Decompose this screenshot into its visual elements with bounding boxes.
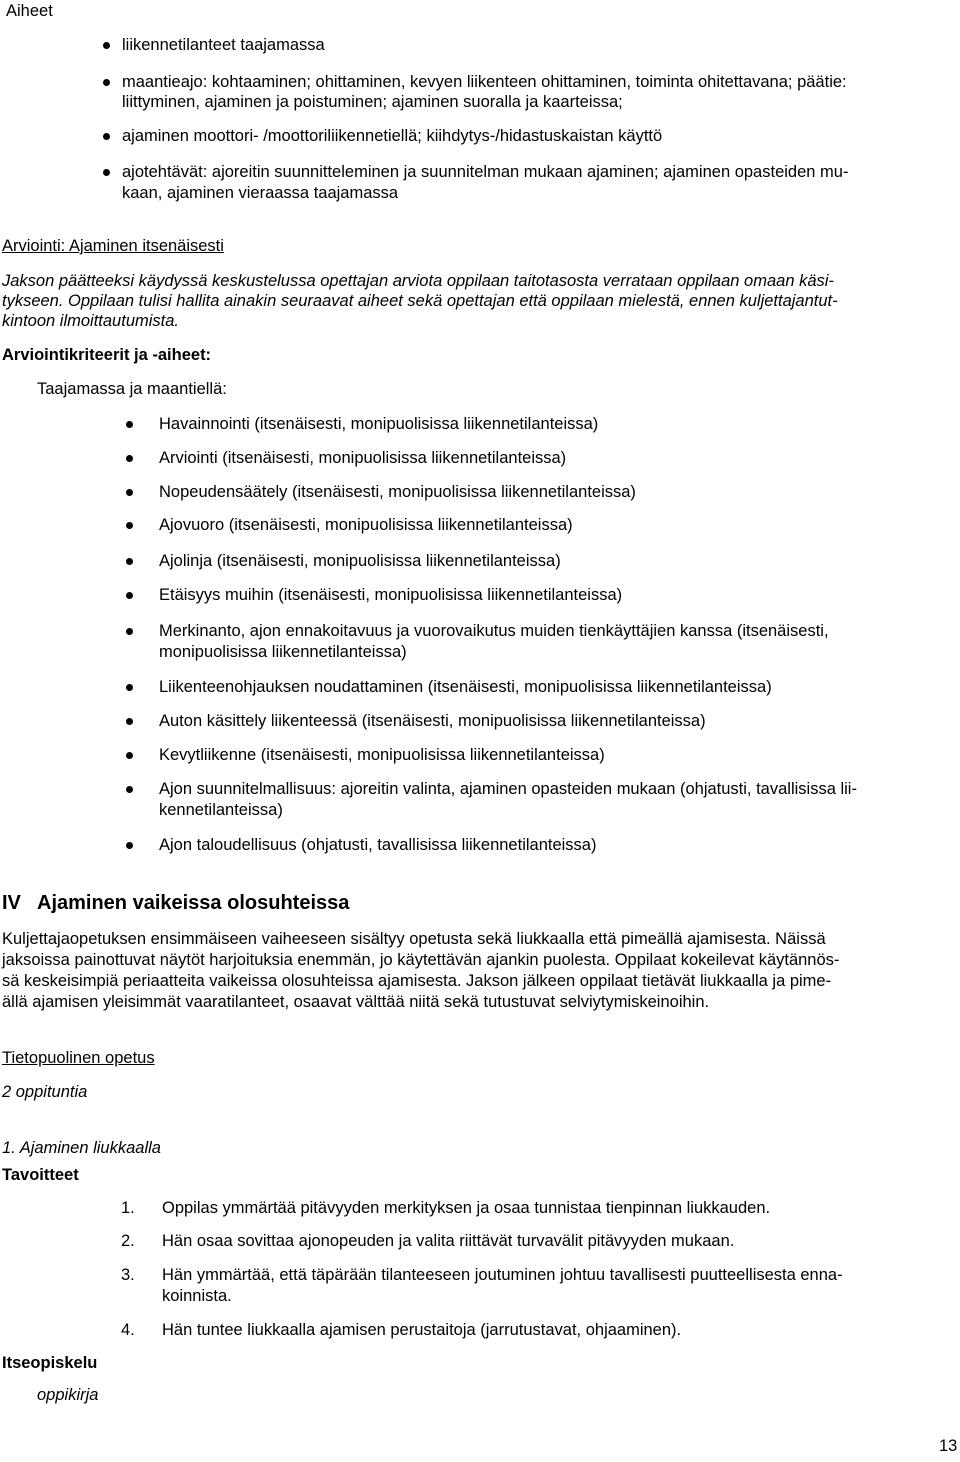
list-item-text: Hän ymmärtää, että täpärään tilanteeseen joutuminen johtuu tavallisesti puutteellisesta enna- — [162, 1266, 843, 1284]
list-item-text: koinnista. — [162, 1287, 232, 1305]
list-item-text: liikennetilanteet taajamassa — [122, 36, 325, 54]
liukkaalla-heading: 1. Ajaminen liukkaalla — [2, 1139, 161, 1157]
bullet-icon — [126, 489, 133, 496]
tavoitteet-heading: Tavoitteet — [2, 1166, 79, 1184]
bullet-icon — [126, 558, 133, 565]
list-number: 3. — [121, 1266, 135, 1284]
list-item-text: Liikenteenohjauksen noudattaminen (itsenäisesti, monipuolisissa liikennetilanteissa) — [159, 678, 772, 696]
bullet-icon — [126, 752, 133, 759]
bullet-icon — [126, 786, 133, 793]
paragraph-line: tykseen. Oppilaan tulisi hallita ainakin seuraavat aiheet sekä opettajan että oppilaan mielestä, ennen kuljettajantut- — [2, 292, 838, 310]
list-item-text: maantieajo: kohtaaminen; ohittaminen, kevyen liikenteen ohittaminen, toiminta ohitettavana; päätie: — [122, 73, 847, 91]
section-number: IV — [2, 892, 21, 914]
paragraph-line: ällä ajamisen yleisimmät vaaratilanteet, osaavat välttää niitä sekä tutustuvat selviytymiskeinoihin. — [2, 993, 710, 1011]
list-item-text: Etäisyys muihin (itsenäisesti, monipuolisissa liikennetilanteissa) — [159, 586, 623, 604]
bullet-icon — [103, 79, 110, 86]
tietopuolinen-heading: Tietopuolinen opetus — [2, 1049, 155, 1067]
list-item-text: kaan, ajaminen vieraassa taajamassa — [122, 184, 399, 202]
itseopiskelu-heading: Itseopiskelu — [2, 1354, 98, 1372]
oppikirja-text: oppikirja — [37, 1386, 99, 1404]
list-item-text: Ajon taloudellisuus (ohjatusti, tavallisissa liikennetilanteissa) — [159, 836, 597, 854]
bullet-icon — [126, 718, 133, 725]
list-item-text: Merkinanto, ajon ennakoitavuus ja vuorovaikutus muiden tienkäyttäjien kanssa (itsenäisesti, — [159, 622, 829, 640]
kriteerit-subheading: Taajamassa ja maantiellä: — [37, 380, 227, 398]
page-number: 13 — [939, 1437, 958, 1455]
list-item-text: Ajovuoro (itsenäisesti, monipuolisissa liikennetilanteissa) — [159, 516, 573, 534]
list-number: 4. — [121, 1321, 135, 1339]
bullet-icon — [126, 592, 133, 599]
list-item-text: Arviointi (itsenäisesti, monipuolisissa liikennetilanteissa) — [159, 449, 567, 467]
bullet-icon — [126, 522, 133, 529]
paragraph-line: kintoon ilmoittautumista. — [2, 312, 179, 330]
list-item-text: ajotehtävät: ajoreitin suunnitteleminen ja suunnitelman mukaan ajaminen; ajaminen opasteiden mu- — [122, 163, 849, 181]
oppituntia-text: 2 oppituntia — [2, 1083, 88, 1101]
section-title: Ajaminen vaikeissa olosuhteissa — [37, 892, 350, 914]
list-item-text: Oppilas ymmärtää pitävyyden merkityksen ja osaa tunnistaa tienpinnan liukkauden. — [162, 1199, 771, 1217]
bullet-icon — [126, 421, 133, 428]
paragraph-line: sä keskeisimpiä periaatteita vaikeissa olosuhteissa ajamisesta. Jakson jälkeen oppilaat tietävät liukkaalla ja pime- — [2, 972, 832, 990]
list-item-text: Ajolinja (itsenäisesti, monipuolisissa liikennetilanteissa) — [159, 552, 561, 570]
paragraph-line: jaksoissa painottuvat näytöt harjoituksia enemmän, jo käytettävän ajankin puolesta. Oppilaat kokeilevat käytännös- — [2, 951, 840, 969]
kriteerit-heading: Arviointikriteerit ja -aiheet: — [2, 346, 212, 364]
list-item-text: ajaminen moottori- /moottoriliikennetiellä; kiihdytys-/hidastuskaistan käyttö — [122, 127, 663, 145]
list-item-text: kennetilanteissa) — [159, 801, 283, 819]
bullet-icon — [103, 42, 110, 49]
bullet-icon — [126, 455, 133, 462]
bullet-icon — [103, 133, 110, 140]
list-number: 2. — [121, 1232, 135, 1250]
bullet-icon — [126, 684, 133, 691]
bullet-icon — [126, 628, 133, 635]
list-item-text: Kevytliikenne (itsenäisesti, monipuolisissa liikennetilanteissa) — [159, 746, 605, 764]
list-item-text: Ajon suunnitelmallisuus: ajoreitin valinta, ajaminen opasteiden mukaan (ohjatusti, tavallisissa lii- — [159, 780, 857, 798]
bullet-icon — [126, 842, 133, 849]
list-item-text: Hän tuntee liukkaalla ajamisen perustaitoja (jarrutustavat, ohjaaminen). — [162, 1321, 682, 1339]
list-item-text: liittyminen, ajaminen ja poistuminen; ajaminen suoralla ja kaarteissa; — [122, 93, 623, 111]
list-item-text: Nopeudensäätely (itsenäisesti, monipuolisissa liikennetilanteissa) — [159, 483, 636, 501]
arviointi-heading: Arviointi: Ajaminen itsenäisesti — [2, 237, 224, 255]
list-item-text: monipuolisissa liikennetilanteissa) — [159, 643, 407, 661]
list-item-text: Hän osaa sovittaa ajonopeuden ja valita riittävät turvavälit pitävyyden mukaan. — [162, 1232, 735, 1250]
bullet-icon — [103, 169, 110, 176]
list-item-text: Auton käsittely liikenteessä (itsenäisesti, monipuolisissa liikennetilanteissa) — [159, 712, 706, 730]
list-item-text: Havainnointi (itsenäisesti, monipuolisissa liikennetilanteissa) — [159, 415, 599, 433]
list-number: 1. — [121, 1199, 135, 1217]
paragraph-line: Jakson päätteeksi käydyssä keskustelussa opettajan arviota oppilaan taitotasosta verrataan oppilaan omaan käsi- — [2, 272, 834, 290]
paragraph-line: Kuljettajaopetuksen ensimmäiseen vaiheeseen sisältyy opetusta sekä liukkaalla että pimeällä ajamisesta. Näissä — [2, 930, 826, 948]
heading-aiheet: Aiheet — [6, 2, 53, 20]
